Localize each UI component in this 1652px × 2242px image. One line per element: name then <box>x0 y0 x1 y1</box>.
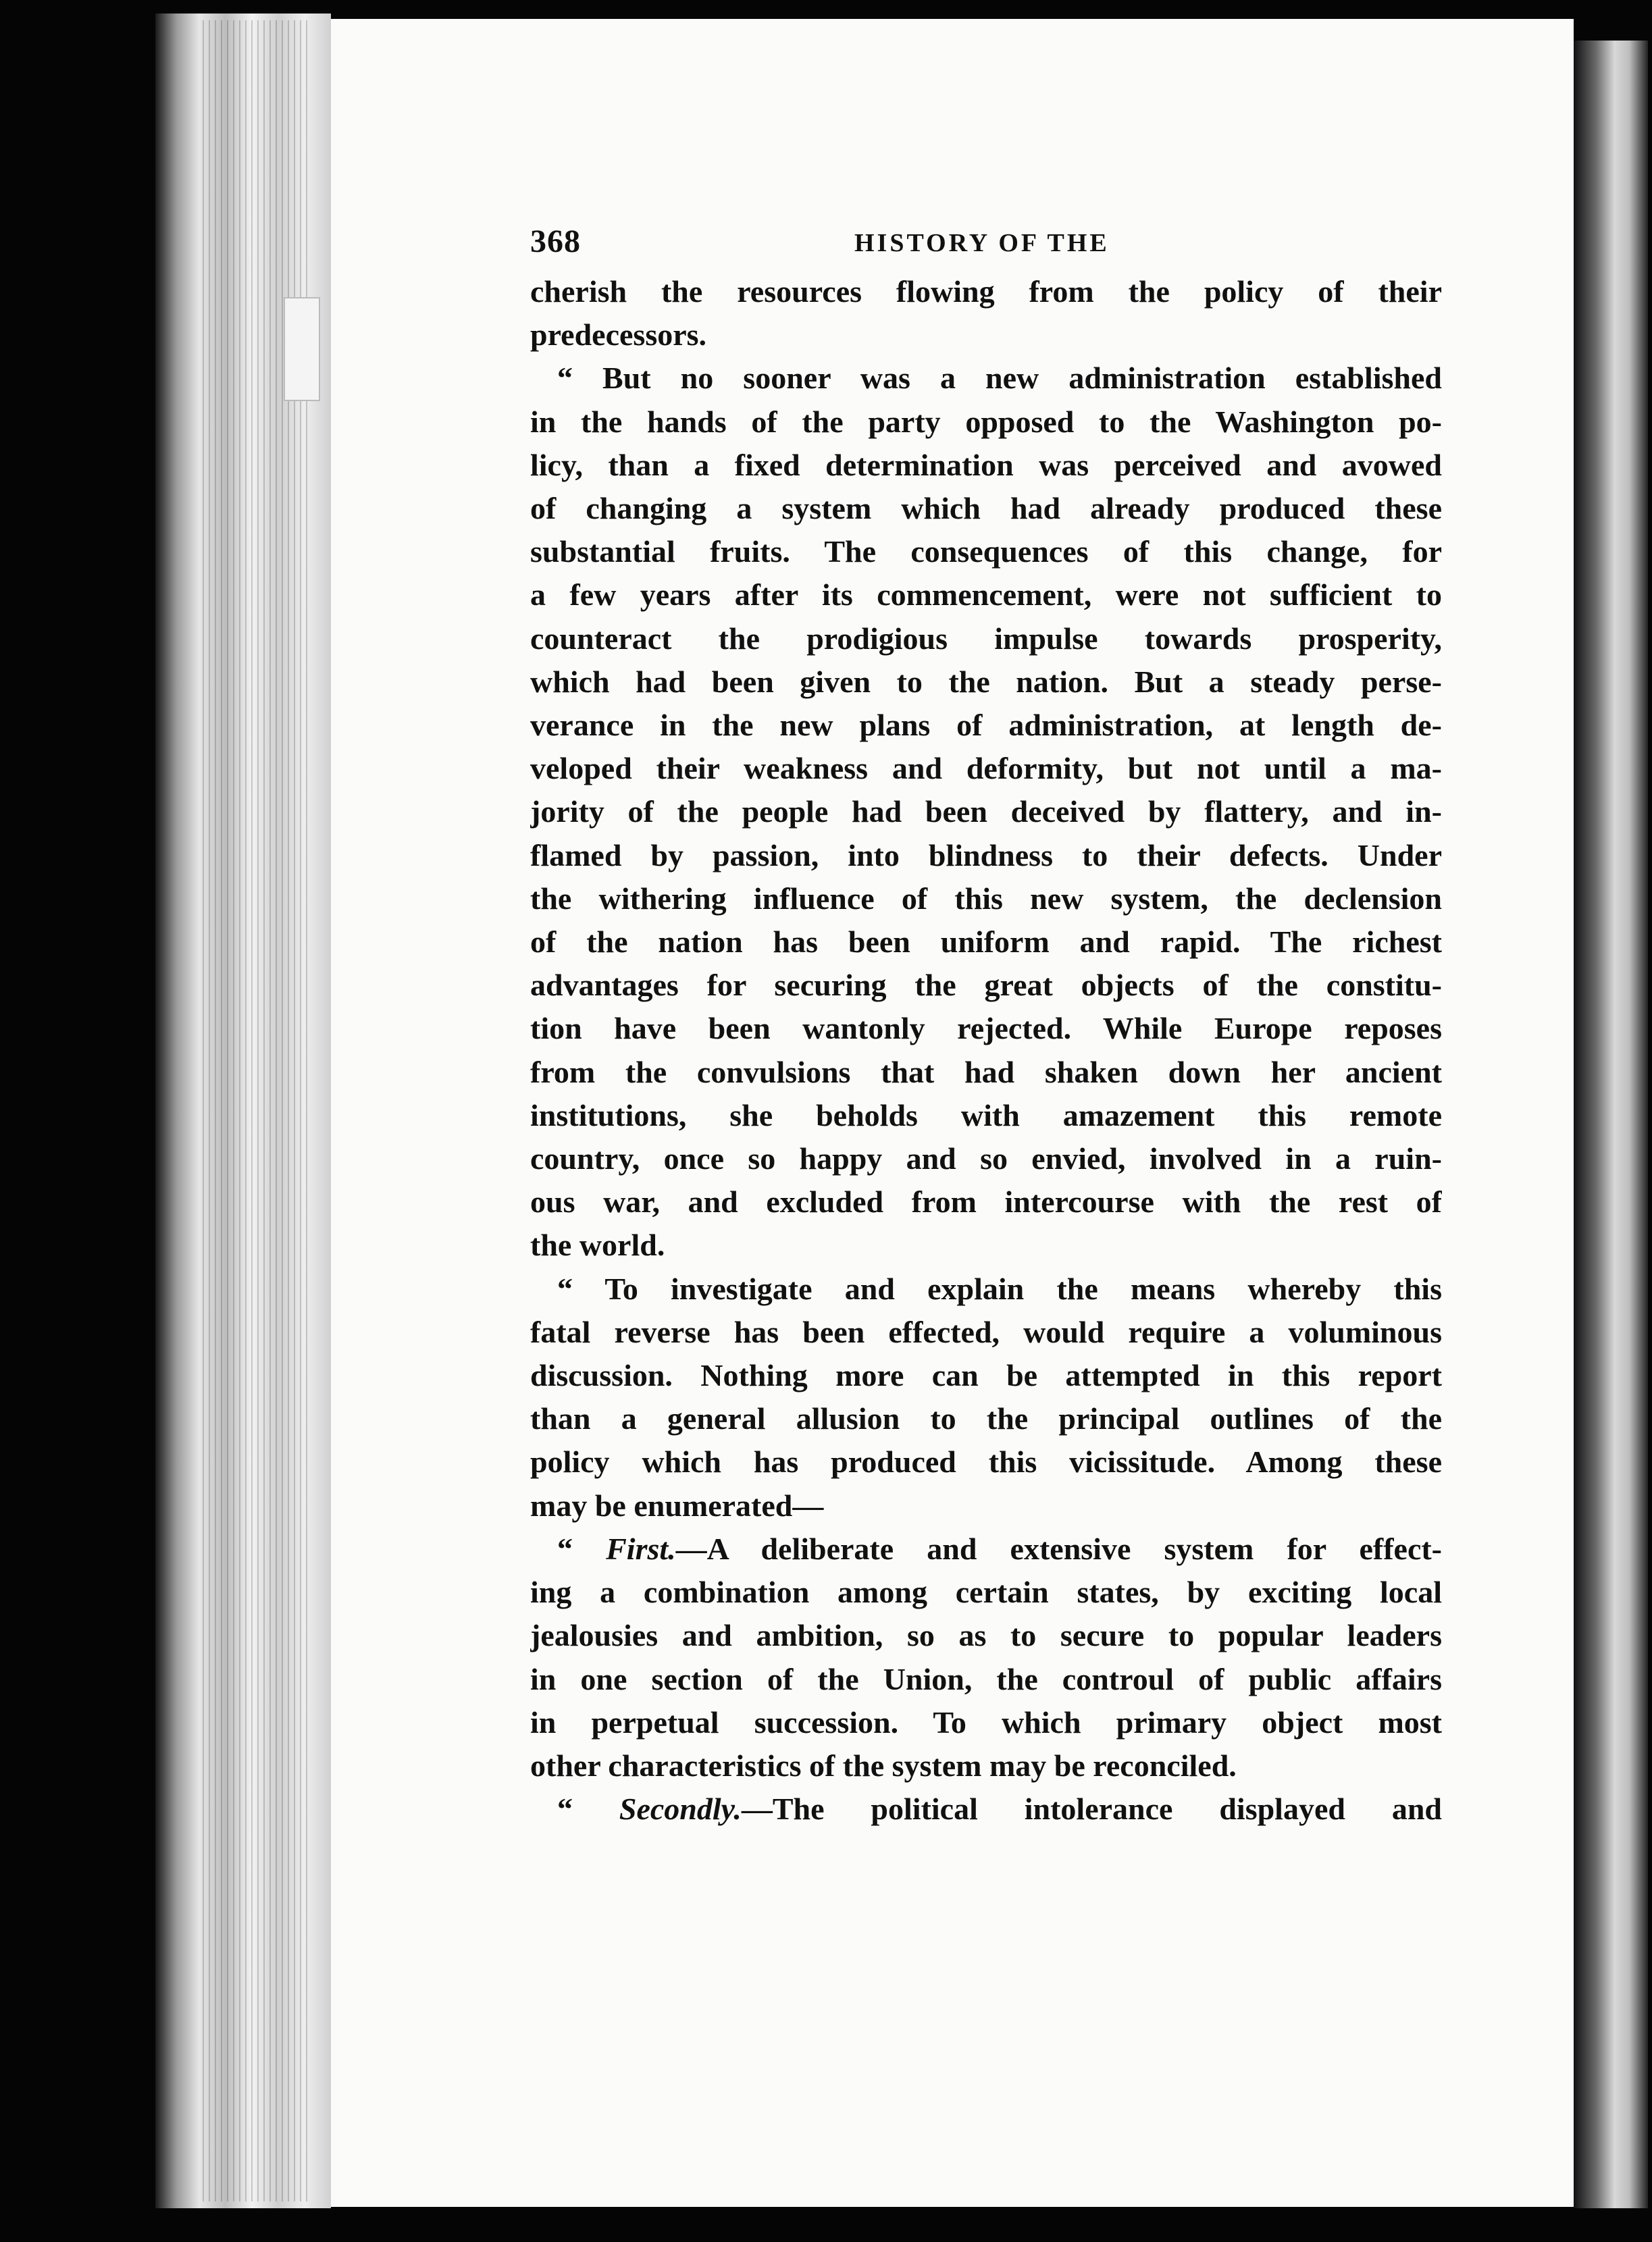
text-line: institutions, she beholds with amazement this remote <box>530 1097 1442 1132</box>
page-content <box>530 223 1442 1831</box>
text-line: country, once so happy and so envied, involved in a ruin- <box>530 1141 1442 1176</box>
facing-page-edge <box>1574 41 1648 2208</box>
text-line: veloped their weakness and deformity, but not until a ma- <box>530 751 1442 786</box>
paragraph <box>530 1788 1442 1831</box>
text-line: jority of the people had been deceived by flattery, and in- <box>530 794 1442 829</box>
text-fragment: —The political intolerance displayed and <box>741 1792 1442 1827</box>
running-title: HISTORY OF THE <box>854 229 1110 257</box>
text-line: from the convulsions that had shaken down her ancient <box>530 1054 1442 1089</box>
text-line: of the nation has been uniform and rapid. The richest <box>530 924 1442 960</box>
text-line: fatal reverse has been effected, would require a voluminous <box>530 1314 1442 1349</box>
text-line: verance in the new plans of administration, at length de- <box>530 708 1442 743</box>
text-line: ing a combination among certain states, by exciting local <box>530 1575 1442 1610</box>
text-line: licy, than a fixed determination was perceived and avowed <box>530 447 1442 482</box>
paragraph <box>530 270 1442 357</box>
text-line: in one section of the Union, the controul of public affairs <box>530 1661 1442 1696</box>
text-line: which had been given to the nation. But a steady perse- <box>530 664 1442 699</box>
text-line: advantages for securing the great objects of the constitu- <box>530 968 1442 1003</box>
text-line: of changing a system which had already produced these <box>530 491 1442 526</box>
text-line: the world. <box>530 1228 665 1263</box>
paragraph-label: First. <box>606 1531 676 1566</box>
paragraph-label: Secondly. <box>619 1792 742 1827</box>
text-line: flamed by passion, into blindness to their defects. Under <box>530 837 1442 872</box>
text-line: in perpetual succession. To which primary object most <box>530 1704 1442 1740</box>
text-line: substantial fruits. The consequences of this change, for <box>530 534 1442 569</box>
text-line: tion have been wantonly rejected. While Europe reposes <box>530 1011 1442 1046</box>
text-line: counteract the prodigious impulse towards prosperity, <box>530 621 1442 656</box>
paragraph <box>530 1268 1442 1528</box>
text-line: discussion. Nothing more can be attempted in this report <box>530 1358 1442 1393</box>
text-line: “ To investigate and explain the means whereby this <box>557 1271 1442 1306</box>
text-line: may be enumerated— <box>530 1488 824 1523</box>
text-line: ous war, and excluded from intercourse with the rest of <box>530 1184 1442 1220</box>
text-line: a few years after its commencement, were not sufficient to <box>530 577 1442 612</box>
quote-mark: “ <box>557 1531 606 1566</box>
bookmark-tab <box>284 297 320 401</box>
quote-mark: “ <box>557 1792 619 1827</box>
text-line: in the hands of the party opposed to the Washington po- <box>530 404 1442 439</box>
text-line: other characteristics of the system may be reconciled. <box>530 1748 1237 1783</box>
text-line: “ But no sooner was a new administration established <box>557 361 1442 396</box>
text-line: than a general allusion to the principal outlines of the <box>530 1401 1442 1436</box>
text-fragment: —A deliberate and extensive system for effect- <box>675 1531 1442 1566</box>
text-line: predecessors. <box>530 317 707 353</box>
text-line <box>530 1528 1442 1571</box>
text-line: the withering influence of this new system, the declension <box>530 881 1442 916</box>
text-line: cherish the resources flowing from the policy of their <box>530 274 1442 309</box>
text-line: policy which has produced this vicissitude. Among these <box>530 1444 1442 1480</box>
text-line <box>530 1788 1442 1831</box>
paragraph <box>530 1528 1442 1788</box>
page-number: 368 <box>530 224 581 259</box>
text-line: jealousies and ambition, so as to secure to popular leaders <box>530 1618 1442 1653</box>
body-text <box>530 270 1442 1831</box>
paragraph <box>530 357 1442 1267</box>
running-head <box>530 223 1442 270</box>
